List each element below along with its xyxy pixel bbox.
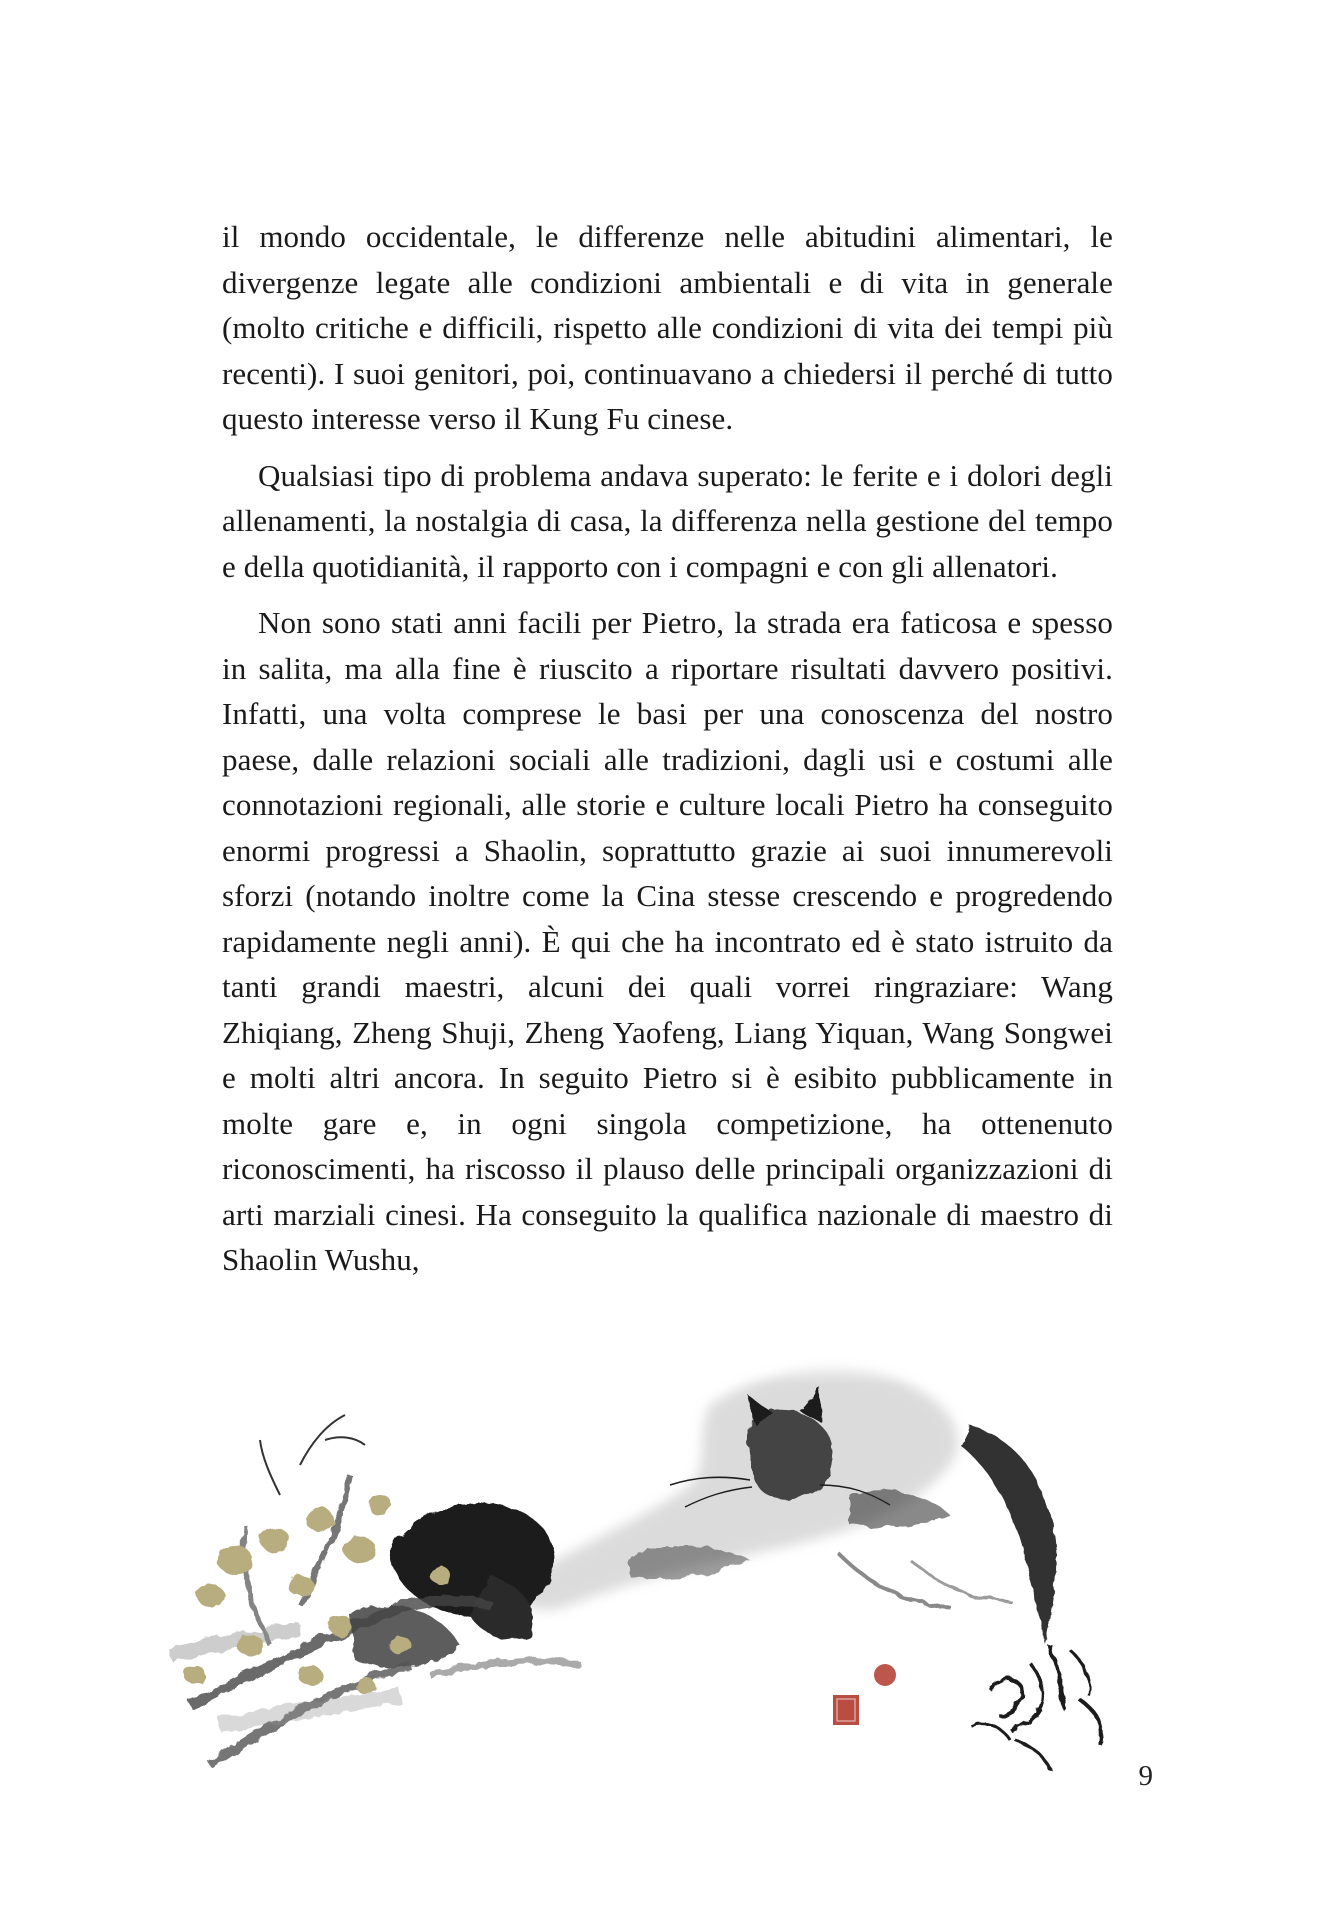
dark-foliage: [350, 1503, 554, 1668]
round-seal: [874, 1664, 896, 1686]
paragraph-3: Non sono stati anni facili per Pietro, la strada era faticosa e spesso in salita, ma alla fine è riuscito a riportare risultati davvero positivi. Infatti, una volta comprese le basi per una conoscenza del nostro paese, dalle relazioni sociali alle tradizioni, dagli usi e costumi alle connotazioni regionali, alle storie e culture locali Pietro ha conseguito enormi progressi a Shaolin, soprattutto grazie ai suoi innumerevoli sforzi (notando inoltre come la Cina stesse crescendo e progredendo rapidamente negli anni). È qui che ha incontrato ed è stato istruito da tanti grandi maestri, alcuni dei quali vorrei ringraziare: Wang Zhiqiang, Zheng Shuji, Zheng Yaofeng, Liang Yiquan, Wang Songwei e molti altri ancora. In seguito Pietro si è esibito pubblicamente in molte gare e, in ogni singola competizione, ha ottenenuto riconoscimenti, ha riscosso il plauso delle principali organizzazioni di arti marziali cinesi. Ha conseguito la qualifica nazionale di maestro di Shaolin Wushu,: [222, 605, 1113, 1277]
paragraph-2: Qualsiasi tipo di problema andava superato: le ferite e i dolori degli allenamenti, la nostalgia di casa, la differenza nella gestione del tempo e della quotidianità, il rapporto con i compagni e con gli allenatori.: [222, 457, 1113, 584]
cat-figure: [518, 1368, 1056, 1645]
calligraphy-signature: [970, 1645, 1101, 1770]
page-number: 9: [1138, 1760, 1153, 1792]
paragraph-1: il mondo occidentale, le differenze nelle abitudini alimentari, le divergenze legate alle condizioni ambientali e di vita in generale (molto critiche e difficili, rispetto alle condizioni di vita dei tempi più recenti). I suoi genitori, poi, continuavano a chiedersi il perché di tutto questo interesse verso il Kung Fu cinese.: [222, 219, 1113, 436]
ink-painting-illustration: [150, 1345, 1210, 1815]
body-text: [222, 214, 1113, 1294]
